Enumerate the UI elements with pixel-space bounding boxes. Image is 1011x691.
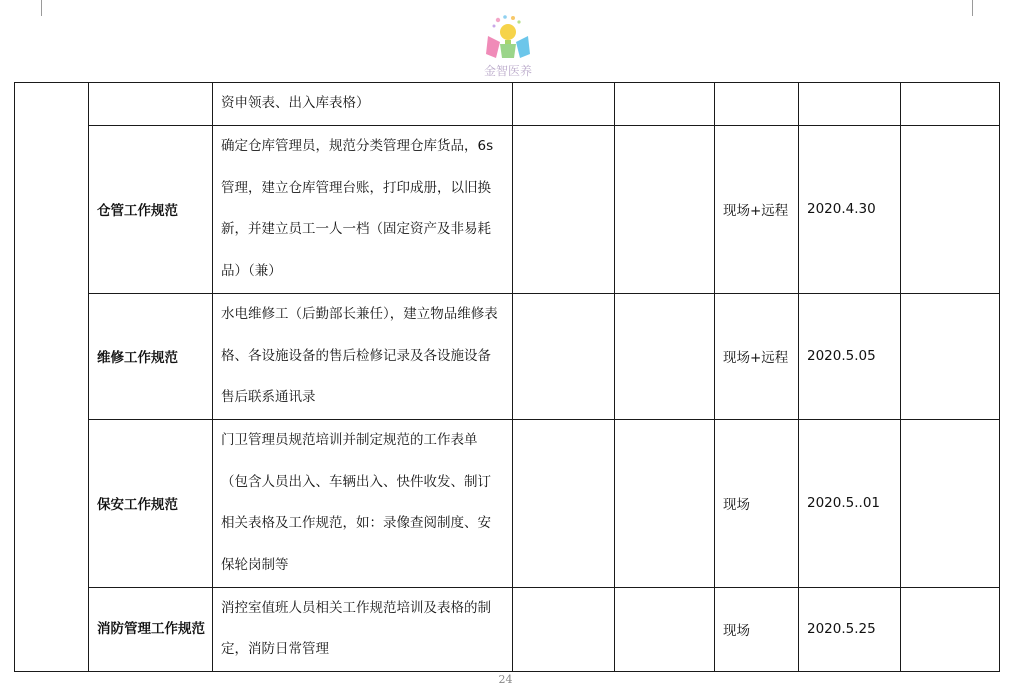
logo-text: 金智医养 xyxy=(483,64,532,78)
table-row xyxy=(15,293,1000,419)
mode-cell xyxy=(715,83,799,126)
item-cell: 保安工作规范 xyxy=(89,419,213,587)
empty-cell xyxy=(901,419,1000,587)
merged-category-cell xyxy=(15,83,89,672)
date-cell: 2020.4.30 xyxy=(799,126,901,294)
table-row xyxy=(15,83,1000,126)
item-cell: 维修工作规范 xyxy=(89,293,213,419)
empty-cell xyxy=(615,587,715,671)
empty-cell xyxy=(901,126,1000,294)
empty-cell xyxy=(615,419,715,587)
content-cell: 门卫管理员规范培训并制定规范的工作表单（包含人员出入、车辆出入、快件收发、制订相关表格及工作规范，如：录像查阅制度、安保轮岗制等 xyxy=(213,419,513,587)
date-cell: 2020.5.05 xyxy=(799,293,901,419)
item-cell: 消防管理工作规范 xyxy=(89,587,213,671)
empty-cell xyxy=(615,83,715,126)
mode-cell: 现场 xyxy=(715,587,799,671)
empty-cell xyxy=(901,587,1000,671)
mode-cell: 现场+远程 xyxy=(715,126,799,294)
item-cell: 仓管工作规范 xyxy=(89,126,213,294)
empty-cell xyxy=(901,293,1000,419)
page-number: 24 xyxy=(498,673,513,686)
date-cell xyxy=(799,83,901,126)
empty-cell xyxy=(615,126,715,294)
table-row xyxy=(15,419,1000,587)
logo-graphic xyxy=(478,14,538,64)
empty-cell xyxy=(513,419,615,587)
empty-cell xyxy=(513,293,615,419)
mode-cell: 现场+远程 xyxy=(715,293,799,419)
empty-cell xyxy=(513,83,615,126)
content-cell: 确定仓库管理员，规范分类管理仓库货品，6s管理，建立仓库管理台账，打印成册，以旧换新，并建立员工一人一档（固定资产及非易耗品）（兼） xyxy=(213,126,513,294)
empty-cell xyxy=(901,83,1000,126)
empty-cell xyxy=(513,587,615,671)
empty-cell xyxy=(513,126,615,294)
table-row xyxy=(15,126,1000,294)
company-logo xyxy=(478,14,538,82)
date-cell: 2020.5.25 xyxy=(799,587,901,671)
content-cell: 资申领表、出入库表格） xyxy=(213,83,513,126)
crop-mark-left xyxy=(41,0,42,16)
empty-cell xyxy=(615,293,715,419)
work-plan-table xyxy=(14,82,1000,672)
table-row xyxy=(15,587,1000,671)
content-cell: 消控室值班人员相关工作规范培训及表格的制定，消防日常管理 xyxy=(213,587,513,671)
crop-mark-right xyxy=(972,0,973,16)
mode-cell: 现场 xyxy=(715,419,799,587)
content-cell: 水电维修工（后勤部长兼任），建立物品维修表格、各设施设备的售后检修记录及各设施设备售后联系通讯录 xyxy=(213,293,513,419)
date-cell: 2020.5..01 xyxy=(799,419,901,587)
item-cell xyxy=(89,83,213,126)
